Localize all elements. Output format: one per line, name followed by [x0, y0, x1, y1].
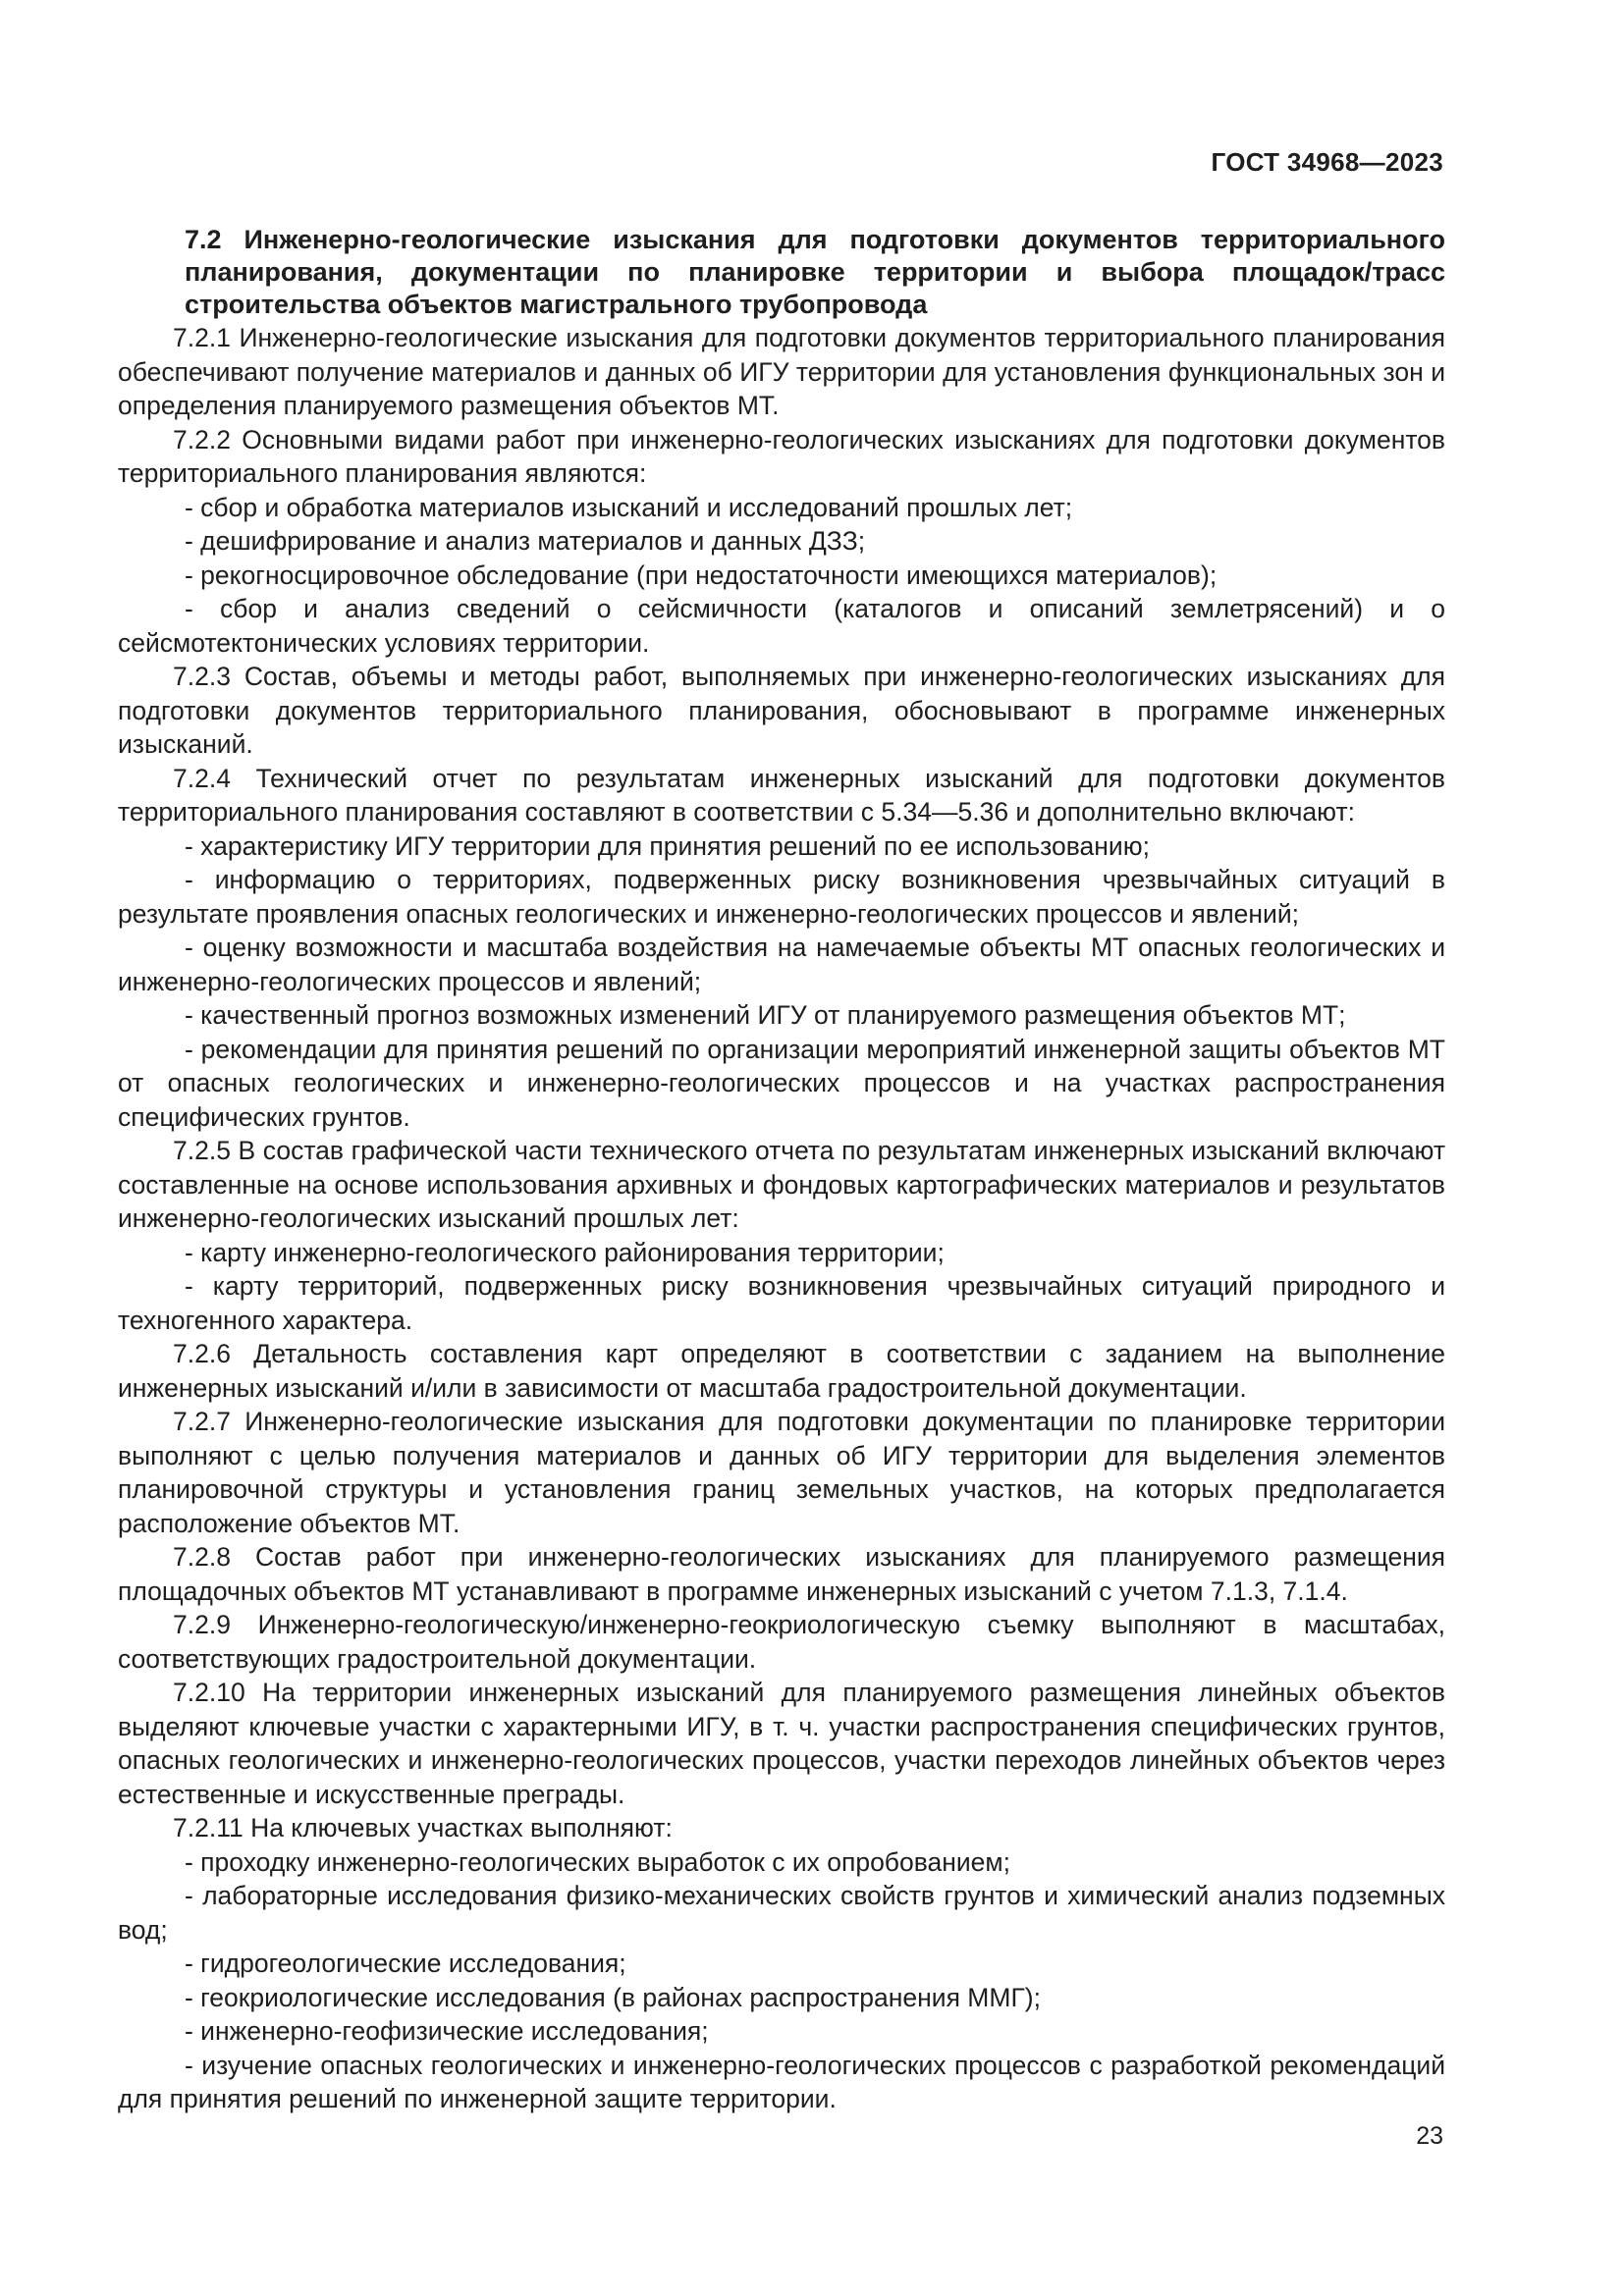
list-item: - характеристику ИГУ территории для принятия решений по ее использованию; — [185, 830, 1150, 861]
document-code: ГОСТ 34968—2023 — [1211, 147, 1443, 177]
paragraph: 7.2.8 Состав работ при инженерно-геологических изысканиях для планируемого размещения площадочных объектов МТ устанавливают в программе инженерных изысканий с учетом 7.1.3, 7.1.4. — [118, 1542, 1445, 1606]
section-title: 7.2 Инженерно-геологические изыскания для подготовки документов территориального планирования, документации по планировке территории и выбора площадок/трасс строительства объектов магистрального трубопровода — [185, 225, 1445, 319]
paragraph: 7.2.7 Инженерно-геологические изыскания для подготовки документации по планировке территории выполняют с целью получения материалов и данных об ИГУ территории для выделения элементов планировочной структуры и установления границ земельных участков, на которых предполагается расположение объектов МТ. — [118, 1407, 1445, 1538]
list-item: - инженерно-геофизические исследования; — [185, 2016, 709, 2046]
list-item: - информацию о территориях, подверженных риску возникновения чрезвычайных ситуаций в результате проявления опасных геологических и инженерно-геологических процессов и явлений; — [118, 865, 1445, 929]
paragraph: 7.2.4 Технический отчет по результатам инженерных изысканий для подготовки документов территориального планирования составляют в соответствии с 5.34—5.36 и дополнительно включают: — [118, 763, 1445, 827]
list-item: - гидрогеологические исследования; — [185, 1949, 626, 1978]
paragraph: 7.2.2 Основными видами работ при инженерно-геологических изысканиях для подготовки документов территориального планирования являются: — [118, 424, 1445, 488]
list-item: - проходку инженерно-геологических выработок с их опробованием; — [185, 1846, 1010, 1877]
list-item: - качественный прогноз возможных изменений ИГУ от планируемого размещения объектов МТ; — [185, 1000, 1346, 1030]
list-item: - сбор и обработка материалов изысканий и исследований прошлых лет; — [185, 492, 1073, 522]
list-item: - сбор и анализ сведений о сейсмичности (каталогов и описаний землетрясений) и о сейсмотектонических условиях территории. — [118, 594, 1445, 658]
list-item: - геокриологические исследования (в районах распространения ММГ); — [185, 1982, 1041, 2012]
paragraph: 7.2.3 Состав, объемы и методы работ, выполняемых при инженерно-геологических изысканиях для подготовки документов территориального планирования, обосновывают в программе инженерных изысканий. — [118, 662, 1445, 759]
paragraph: 7.2.1 Инженерно-геологические изыскания для подготовки документов территориального планирования обеспечивают получение материалов и данных об ИГУ территории для установления функциональных зон и определения планируемого размещения объектов МТ. — [118, 323, 1445, 420]
list-item: - карту территорий, подверженных риску возникновения чрезвычайных ситуаций природного и техногенного характера. — [118, 1271, 1445, 1335]
list-item: - изучение опасных геологических и инженерно-геологических процессов с разработкой рекомендаций для принятия решений по инженерной защите территории. — [118, 2050, 1445, 2113]
list-item: - рекомендации для принятия решений по организации мероприятий инженерной защиты объектов МТ от опасных геологических и инженерно-геологических процессов и на участках распространения специфических грунтов. — [118, 1034, 1445, 1132]
paragraph: 7.2.9 Инженерно-геологическую/инженерно-геокриологическую съемку выполняют в масштабах, соответствующих градостроительной документации. — [118, 1610, 1445, 1674]
page-number: 23 — [1416, 2122, 1443, 2150]
body-text — [118, 321, 1445, 2116]
paragraph: 7.2.11 На ключевых участках выполняют: — [173, 1813, 673, 1842]
page-content — [118, 224, 1445, 2116]
list-item: - рекогносцировочное обследование (при недостаточности имеющихся материалов); — [185, 560, 1218, 590]
paragraph: 7.2.6 Детальность составления карт определяют в соответствии с заданием на выполнение инженерных изысканий и/или в зависимости от масштаба градостроительной документации. — [118, 1339, 1445, 1403]
list-item: - лабораторные исследования физико-механических свойств грунтов и химический анализ подземных вод; — [118, 1881, 1445, 1945]
paragraph: 7.2.5 В состав графической части технического отчета по результатам инженерных изысканий включают составленные на основе использования архивных и фондовых картографических материалов и результатов инженерно-геологических изысканий прошлых лет: — [118, 1136, 1445, 1233]
list-item: - дешифрирование и анализ материалов и данных ДЗЗ; — [185, 526, 866, 556]
list-item: - карту инженерно-геологического районирования территории; — [185, 1237, 945, 1267]
paragraph: 7.2.10 На территории инженерных изысканий для планируемого размещения линейных объектов выделяют ключевые участки с характерными ИГУ, в т. ч. участки распространения специфических грунтов, опасных геологических и инженерно-геологических процессов, участки переходов линейных объектов через естественные и искусственные преграды. — [118, 1678, 1445, 1809]
list-item: - оценку возможности и масштаба воздействия на намечаемые объекты МТ опасных геологических и инженерно-геологических процессов и явлений; — [118, 933, 1445, 996]
